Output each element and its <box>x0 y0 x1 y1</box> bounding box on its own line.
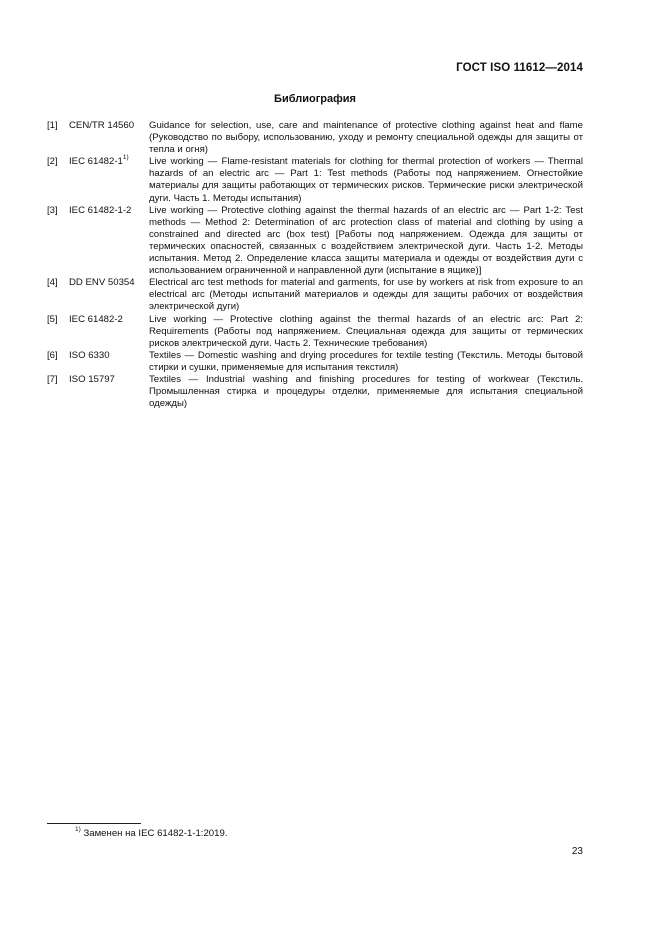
entry-reference <box>69 277 149 289</box>
page-number: 23 <box>571 846 583 857</box>
footnote-text: Заменен на IEC 61482-1-1:2019. <box>83 828 228 839</box>
bibliography-entry <box>47 156 583 204</box>
entry-description: Textiles — Domestic washing and drying procedures for textile testing (Текстиль. Методы бытовой стирки и сушки, применяемые для испытания текстиля) <box>149 349 583 373</box>
entry-reference <box>69 314 149 326</box>
entry-reference <box>69 374 149 386</box>
entry-number: [6] <box>47 349 58 361</box>
bibliography-entry <box>47 374 583 410</box>
entry-number: [7] <box>47 373 58 385</box>
entry-number: [3] <box>47 204 58 216</box>
entry-reference-code: CEN/TR 14560 <box>69 120 135 131</box>
entry-description: Live working — Flame-resistant materials for clothing for thermal protection of workers — Thermal hazards of an electric arc — Part 1: Test methods (Работы под напряжением. Огнестойкие материалы для защиты работающих от термических рисков. Термические риски электрической дуги. Часть 1. Методы испытания) <box>149 156 583 204</box>
entry-reference-code: IEC 61482-1-2 <box>69 204 132 216</box>
entry-number: [2] <box>47 156 58 168</box>
bibliography-list <box>47 120 583 410</box>
bibliography-entry <box>47 205 583 278</box>
entry-description: Live working — Protective clothing against the thermal hazards of an electric arc: Part 2: Requirements (Работы под напряжением. Специальная одежда для защиты от термических рисков электрической дуги. Часть 2. Технические требования) <box>149 313 583 349</box>
footnote-divider <box>47 823 141 824</box>
entry-description: Textiles — Industrial washing and finishing procedures for testing of workwear (Текстиль. Промышленная стирка и процедуры отделки, применяемые для испытания специальной одежды) <box>149 373 583 410</box>
standard-code: ГОСТ ISO 11612—2014 <box>456 62 583 74</box>
bibliography-entry <box>47 314 583 350</box>
footnote-marker: 1) <box>122 154 129 162</box>
footnote <box>75 825 228 839</box>
entry-reference <box>69 120 149 132</box>
bibliography-entry <box>47 350 583 374</box>
bibliography-entry <box>47 120 583 156</box>
entry-description: Electrical arc test methods for material and garments, for use by workers at risk from exposure to an electrical arc (Методы испытаний материалов и одежды для защиты рабочих от воздействия электрической дуги) <box>149 277 583 313</box>
entry-description: Live working — Protective clothing against the thermal hazards of an electric arc — Part 1-2: Test methods — Method 2: Determination of arc protection class of material and clothing by using a constrained and directed arc (box test) [Работы под напряжением. Одежда для защиты от термических опасностей, связанных с воздействием электрической дуги. Часть 1-2. Методы испытания. Метод 2. Определение класса защиты материала и одежды от воздействия дуги с использованием ограниченной и направленной дуги (испытание в ящике)] <box>149 204 583 277</box>
bibliography-entry <box>47 277 583 313</box>
entry-number: [5] <box>47 313 58 325</box>
entry-reference-code: ISO 15797 <box>69 373 115 385</box>
entry-reference-code: IEC 61482-1 <box>69 156 123 168</box>
entry-reference <box>69 156 149 168</box>
entry-description: Guidance for selection, use, care and maintenance of protective clothing against heat and flame (Руководство по выбору, использованию, уходу и ремонту специальной одежды для защиты от тепла и огня) <box>149 120 583 156</box>
entry-reference-code: IEC 61482-2 <box>69 313 123 325</box>
page-title: Библиография <box>274 93 356 105</box>
entry-reference-code: ISO 6330 <box>69 349 110 361</box>
entry-reference-code: DD ENV 50354 <box>69 277 135 289</box>
entry-reference <box>69 205 149 217</box>
entry-reference <box>69 350 149 362</box>
entry-number: [1] <box>47 120 58 131</box>
footnote-marker: 1) <box>75 825 81 833</box>
entry-number: [4] <box>47 277 58 289</box>
